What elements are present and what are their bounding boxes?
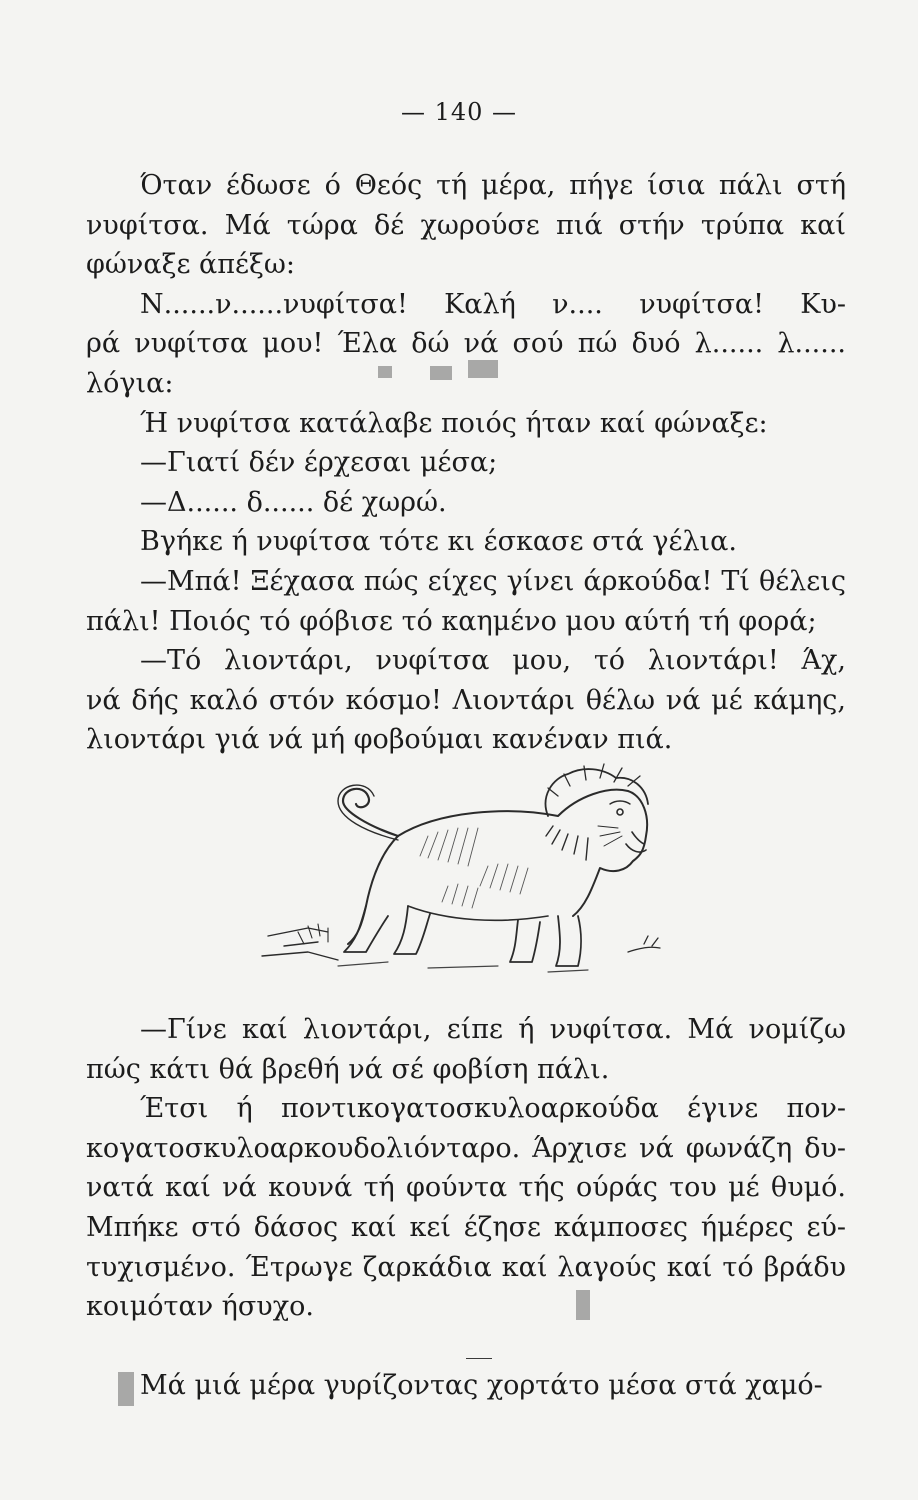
text-line: Μά μιά μέρα γυρίζοντας χορτάτο μέσα στά χαμό- xyxy=(140,1370,823,1401)
text-line: κοιμόταν ήσυχο. xyxy=(86,1291,314,1323)
print-stain xyxy=(576,1290,590,1320)
print-stain xyxy=(430,366,452,380)
text-line: πώς κάτι θά βρεθή νά σέ φοβίση πάλι. xyxy=(86,1053,610,1085)
text-line: —Τό λιοντάρι, νυφίτσα μου, τό λιοντάρι! Άχ, xyxy=(140,645,846,677)
text-line: κογατοσκυλοαρκουδολιόνταρο. Άρχισε νά φωνάζη δυ- xyxy=(86,1132,846,1164)
text-line: νά δής καλό στόν κόσμο! Λιοντάρι θέλω νά μέ κάμης, xyxy=(86,684,846,716)
print-stain xyxy=(378,366,392,378)
text-line: πάλι! Ποιός τό φόβισε τό καημένο μου αύτή τή φορά; xyxy=(86,605,817,637)
text-line: ρά νυφίτσα μου! Έλα δώ νά σού πώ δυό λ...... λ...... xyxy=(86,328,846,360)
text-line: νυφίτσα. Μά τώρα δέ χωρούσε πιά στήν τρύπα καί xyxy=(86,209,846,241)
print-stain xyxy=(118,1372,134,1406)
text-line: Ή νυφίτσα κατάλαβε ποιός ήταν καί φώναξε: xyxy=(140,407,768,439)
text-block-bottom xyxy=(86,1010,846,1327)
page-number: — 140 — xyxy=(400,98,518,126)
text-line: —Μπά! Ξέχασα πώς είχες γίνει άρκούδα! Τί θέλεις xyxy=(140,565,846,597)
text-line: τυχισμένο. Έτρωγε ζαρκάδια καί λαγούς καί τό βράδυ xyxy=(86,1251,846,1283)
text-line: Έτσι ή ποντικογατοσκυλοαρκούδα έγινε πον- xyxy=(140,1093,846,1125)
text-block-top xyxy=(86,166,846,760)
section-separator xyxy=(466,1358,492,1359)
text-line: φώναξε άπέξω: xyxy=(86,249,295,281)
text-line: Μπήκε στό δάσος καί κεί έζησε κάμποσες ήμέρες εύ- xyxy=(86,1211,846,1243)
text-line: —Γιατί δέν έρχεσαι μέσα; xyxy=(140,447,498,479)
text-line: —Δ...... δ...... δέ χωρώ. xyxy=(140,486,447,518)
text-line: λόγια: xyxy=(86,367,174,399)
lion-illustration xyxy=(248,756,688,996)
text-line: νατά καί νά κουνά τή φούντα τής ούράς του μέ θυμό. xyxy=(86,1172,846,1204)
text-line: Όταν έδωσε ό Θεός τή μέρα, πήγε ίσια πάλι στή xyxy=(140,170,846,201)
text-line: λιοντάρι γιά νά μή φοβούμαι κανέναν πιά. xyxy=(86,724,673,756)
text-line: Ν......ν......νυφίτσα! Καλή ν.... νυφίτσα! Κυ- xyxy=(140,288,846,320)
text-line: —Γίνε καί λιοντάρι, είπε ή νυφίτσα. Μά νομίζω xyxy=(140,1014,846,1045)
print-stain xyxy=(468,360,498,378)
text-block-final xyxy=(86,1366,846,1406)
text-line: Βγήκε ή νυφίτσα τότε κι έσκασε στά γέλια. xyxy=(140,526,737,558)
